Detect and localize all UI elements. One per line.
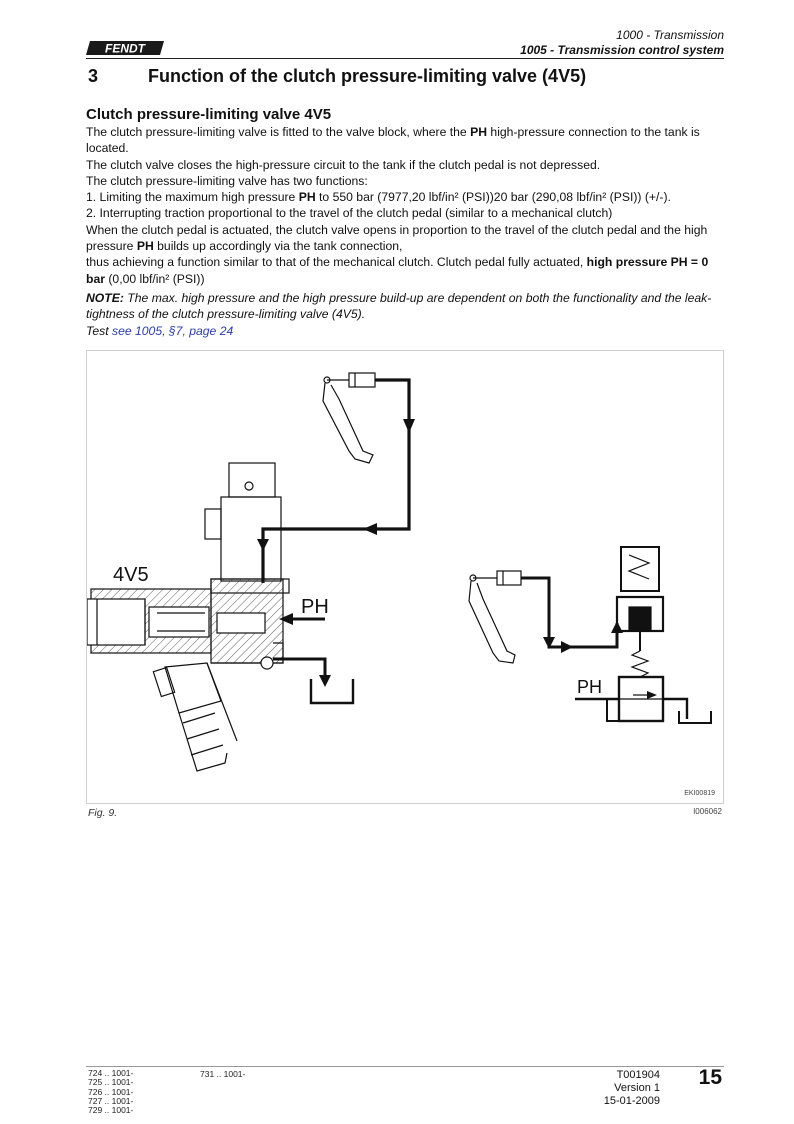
model-list xyxy=(88,1069,133,1115)
paragraph: The clutch valve closes the high-pressure circuit to the tank if the clutch pedal is not depressed. xyxy=(86,157,601,172)
figure-caption: Fig. 9. xyxy=(88,807,118,819)
document-date: 15-01-2009 xyxy=(603,1095,660,1107)
model-number: 729 .. 1001- xyxy=(88,1105,134,1116)
flow-arrow-icon xyxy=(561,641,573,653)
valve-label: 4V5 xyxy=(113,564,149,586)
note-block: NOTE: The max. high pressure and the high pressure build-up are dependent on both the functionality and the leak-tightness of the clutch pressure-limiting valve (4V5). Test see 1005, §7, page 24 xyxy=(86,291,712,338)
ph-label-right: PH xyxy=(577,677,603,697)
paragraph: When the clutch pedal is actuated, the clutch valve opens in proportion to the travel of the clutch pedal and the high pressure PH builds up accordingly via the tank connection, xyxy=(86,222,708,254)
list-item: 1. Limiting the maximum high pressure PH to 550 bar (7977,20 lbf/in² (PSI))20 bar (290,08 lbf/in² (PSI)) (+/-). xyxy=(86,190,671,205)
running-header xyxy=(520,28,724,58)
clutch-pedal-right xyxy=(469,571,521,663)
paragraph: The clutch pressure-limiting valve has two functions: xyxy=(86,173,368,188)
hydraulic-line-top xyxy=(263,380,409,583)
section-number: 3 xyxy=(88,66,99,86)
clutch-pedal-top xyxy=(323,373,375,463)
section-title: Function of the clutch pressure-limiting valve (4V5) xyxy=(148,66,587,86)
footer-divider xyxy=(86,1066,724,1067)
figure-frame xyxy=(86,350,724,804)
valve-4v5-assembly xyxy=(87,463,289,771)
document-info xyxy=(560,1069,660,1108)
body-text xyxy=(86,124,726,287)
valve-symbol xyxy=(617,547,663,721)
subheading: Clutch pressure-limiting valve 4V5 xyxy=(86,106,332,123)
model-number: 727 .. 1001- xyxy=(88,1095,134,1106)
flow-arrow-icon xyxy=(319,675,331,687)
return-line-right xyxy=(663,699,687,719)
tank-symbol-icon xyxy=(311,679,353,703)
figure-id: I006062 xyxy=(693,807,722,816)
document-code: T001904 xyxy=(616,1069,660,1081)
flow-arrow-icon xyxy=(257,539,269,551)
fendt-logo xyxy=(86,40,166,56)
cross-reference-link[interactable]: see 1005, §7, page 24 xyxy=(111,323,234,338)
flow-arrow-icon xyxy=(363,523,377,535)
tank-symbol-icon xyxy=(679,711,711,723)
hydraulic-line-right xyxy=(521,578,617,647)
ph-label-left: PH xyxy=(301,596,329,618)
figure-code: EKI00819 xyxy=(684,790,715,797)
list-item: 2. Interrupting traction proportional to the travel of the clutch pedal (similar to a mechanical clutch) xyxy=(86,206,613,221)
clutch-valve-diagram xyxy=(87,351,723,803)
header-divider xyxy=(86,58,724,59)
paragraph: thus achieving a function similar to that of the mechanical clutch. Clutch pedal fully actuated, high pressure PH = 0 bar (0,00 lbf/in² (PSI)) xyxy=(86,255,709,286)
model-number: 724 .. 1001- xyxy=(88,1068,134,1078)
paragraph: The clutch pressure-limiting valve is fitted to the valve block, where the PH high-pressure connection to the tank is located. xyxy=(86,125,700,156)
model-number: 725 .. 1001- xyxy=(88,1077,134,1088)
flow-arrow-icon xyxy=(403,419,415,433)
model-number: 726 .. 1001- xyxy=(88,1086,134,1097)
document-version: Version 1 xyxy=(614,1082,660,1094)
note-text: The max. high pressure and the high pressure build-up are dependent on both the functionality and the leak-tightness of the clutch pressure-limiting valve (4V5). xyxy=(86,291,712,322)
chapter-title: 1000 - Transmission xyxy=(616,28,724,42)
note-label: NOTE: xyxy=(86,291,124,305)
svg-text:FENDT: FENDT xyxy=(105,41,145,56)
page-number: 15 xyxy=(698,1066,722,1089)
model-number: 731 .. 1001- xyxy=(200,1069,246,1079)
section-header: 1005 - Transmission control system xyxy=(520,43,724,57)
